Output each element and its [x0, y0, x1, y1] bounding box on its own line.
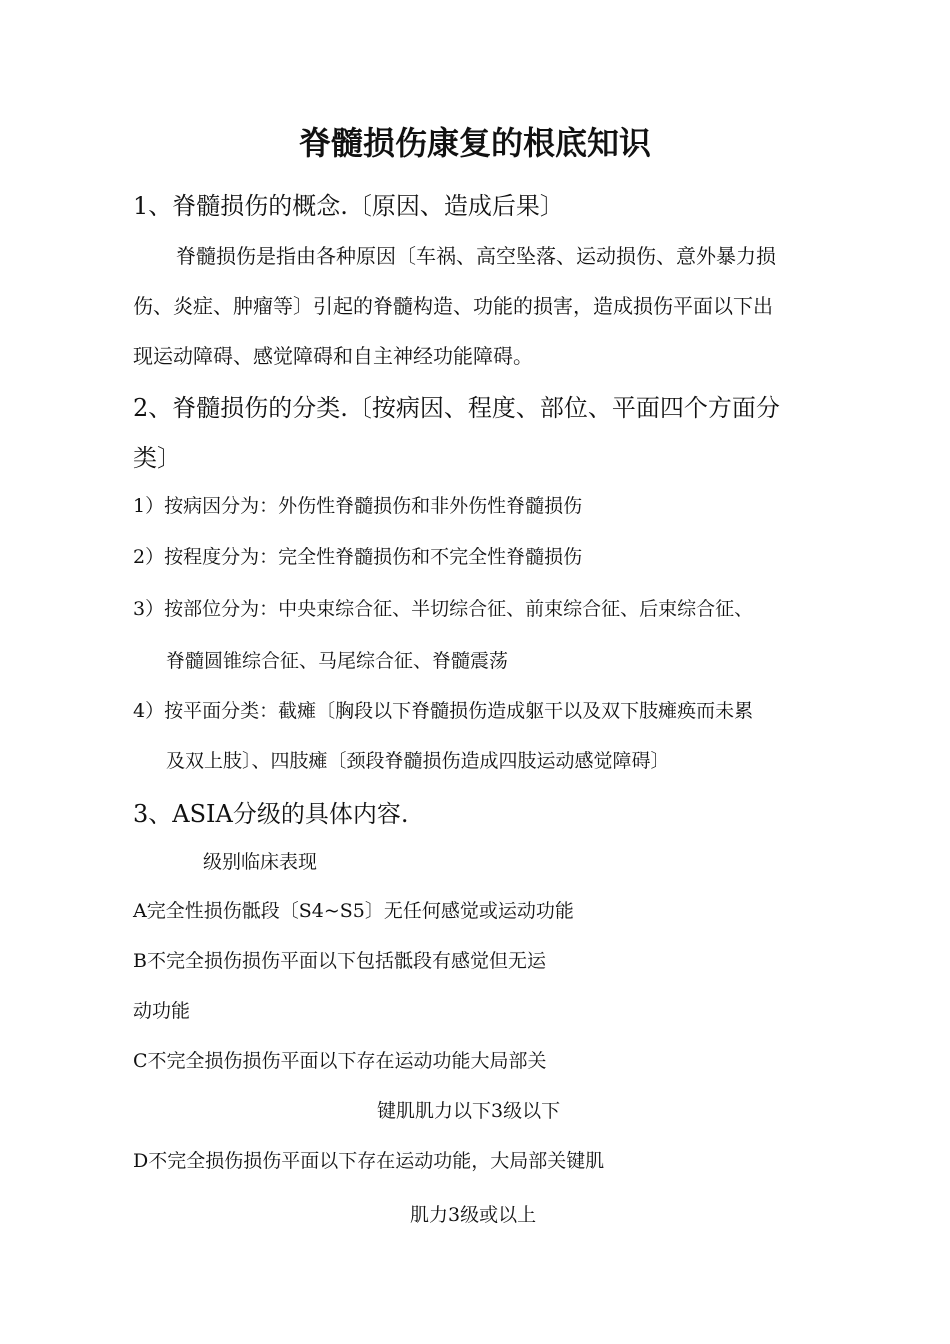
table-row: D不完全损伤损伤平面以下存在运动功能，大局部关键肌 [133, 1150, 605, 1172]
list-item-cont: 脊髓圆锥综合征、马尾综合征、脊髓震荡 [166, 650, 509, 672]
list-item: 1）按病因分为：外伤性脊髓损伤和非外伤性脊髓损伤 [133, 495, 583, 517]
page-title: 脊髓损伤康复的根底知识 [298, 124, 651, 162]
table-row-cont: 键肌肌力以下3级以下 [377, 1100, 561, 1122]
list-item: 3）按部位分为：中央束综合征、半切综合征、前束综合征、后束综合征、 [133, 598, 754, 620]
list-item-cont: 及双上肢〕、四肢瘫〔颈段脊髓损伤造成四肢运动感觉障碍〕 [166, 750, 670, 772]
list-item: 4）按平面分类：截瘫〔胸段以下脊髓损伤造成躯干以及双下肢瘫痪而未累 [133, 700, 754, 722]
list-item: 2）按程度分为：完全性脊髓损伤和不完全性脊髓损伤 [133, 546, 583, 568]
section-1-heading: 1、脊髓损伤的概念.〔原因、造成后果〕 [133, 192, 564, 220]
paragraph-line: 脊髓损伤是指由各种原因〔车祸、高空坠落、运动损伤、意外暴力损 [176, 244, 776, 268]
table-row-cont: 肌力3级或以上 [410, 1204, 537, 1226]
table-row: A完全性损伤骶段〔S4~S5〕无任何感觉或运动功能 [133, 900, 574, 922]
paragraph-line: 伤、炎症、肿瘤等〕引起的脊髓构造、功能的损害，造成损伤平面以下出 [133, 294, 773, 318]
section-2-heading: 2、脊髓损伤的分类.〔按病因、程度、部位、平面四个方面分 [133, 394, 780, 422]
paragraph-line: 现运动障碍、感觉障碍和自主神经功能障碍。 [133, 344, 533, 368]
table-row: B不完全损伤损伤平面以下包括骶段有感觉但无运 [133, 950, 546, 972]
table-row-cont: 动功能 [133, 1000, 191, 1022]
section-2-heading-cont: 类〕 [133, 444, 181, 472]
table-header: 级别临床表现 [203, 851, 318, 873]
section-3-heading: 3、ASIA分级的具体内容. [133, 800, 409, 828]
table-row: C不完全损伤损伤平面以下存在运动功能大局部关 [133, 1050, 547, 1072]
